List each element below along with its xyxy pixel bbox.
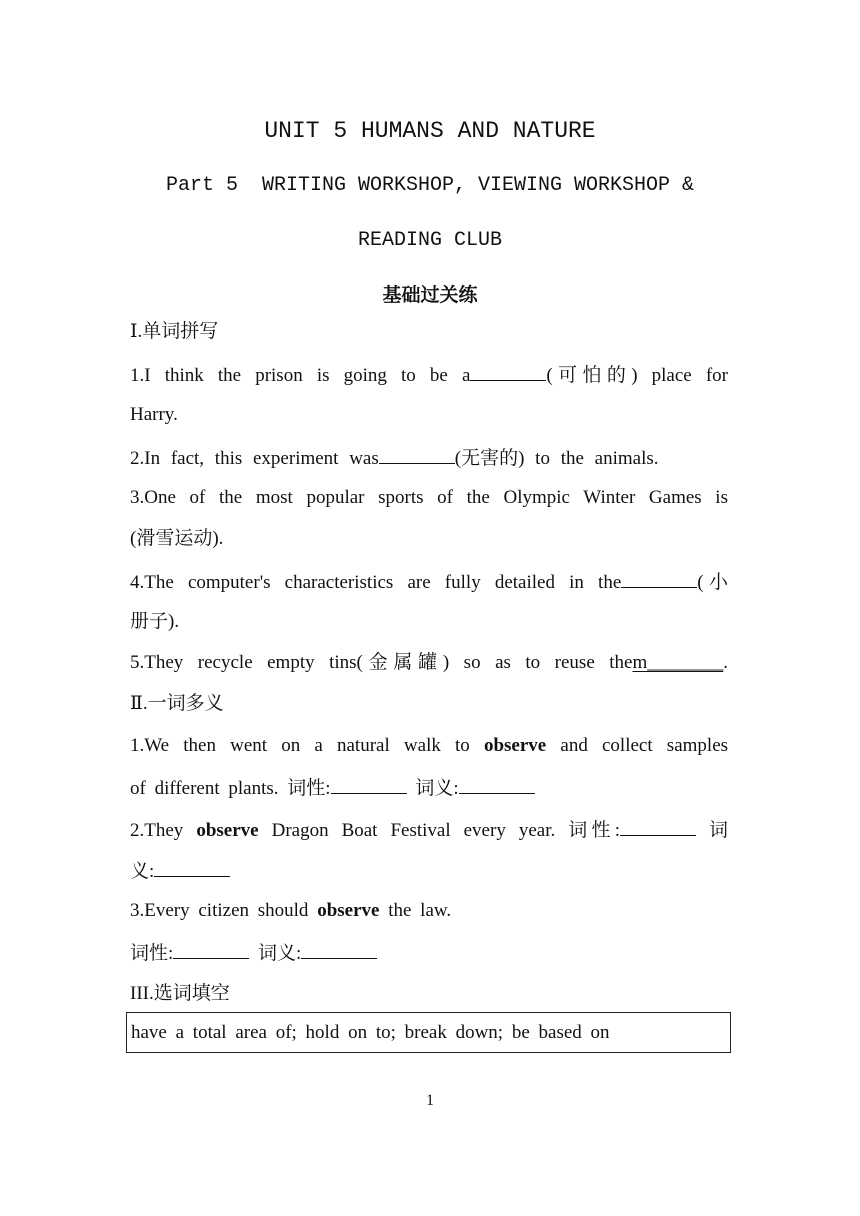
question-1-2: 2.In fact, this experiment was (无害的) to the animals. bbox=[130, 445, 659, 471]
question-1-3-cont: (滑雪运动). bbox=[130, 528, 224, 549]
unit-title: UNIT 5 HUMANS AND NATURE bbox=[264, 118, 596, 144]
part-title-line2: READING CLUB bbox=[357, 229, 503, 252]
answer-blank-m[interactable]: m________ bbox=[632, 652, 724, 673]
question-1-4-cont: 册子). bbox=[130, 611, 180, 632]
question-2-2: 2.They observe Dragon Boat Festival every year. 词性: 词 bbox=[130, 817, 728, 843]
question-1-3: 3.One of the most popular sports of the Olympic Winter Games is bbox=[130, 487, 728, 508]
answer-blank[interactable] bbox=[470, 362, 546, 381]
answer-blank[interactable] bbox=[301, 940, 377, 959]
question-2-3-cont: 词性: 词义: bbox=[130, 940, 377, 966]
answer-blank[interactable] bbox=[621, 569, 697, 588]
section2-heading: Ⅱ.一词多义 bbox=[130, 693, 224, 714]
section1-heading: Ⅰ.单词拼写 bbox=[130, 321, 219, 342]
answer-blank[interactable] bbox=[173, 940, 249, 959]
question-1-5: 5.They recycle empty tins(金属罐) so as to reuse them________. bbox=[130, 652, 728, 673]
answer-blank[interactable] bbox=[459, 775, 535, 794]
question-1-1-cont: Harry. bbox=[130, 404, 178, 425]
page-number: 1 bbox=[426, 1092, 434, 1109]
answer-blank[interactable] bbox=[154, 858, 230, 877]
word-bank-text: have a total area of; hold on to; break down; be based on bbox=[131, 1022, 610, 1043]
question-2-3: 3.Every citizen should observe the law. bbox=[130, 900, 452, 921]
section3-heading: III.选词填空 bbox=[130, 983, 230, 1004]
answer-blank[interactable] bbox=[379, 445, 455, 464]
word-bank-box bbox=[126, 1012, 731, 1053]
question-2-1-cont: of different plants. 词性: 词义: bbox=[130, 775, 535, 801]
section-title: 基础过关练 bbox=[382, 284, 478, 306]
question-1-4: 4.The computer's characteristics are fully detailed in the (小 bbox=[130, 569, 728, 595]
question-2-1: 1.We then went on a natural walk to observe and collect samples bbox=[130, 735, 729, 756]
answer-blank[interactable] bbox=[331, 775, 407, 794]
question-2-2-cont: 义: bbox=[130, 858, 230, 884]
part-title-line1: Part 5 WRITING WORKSHOP, VIEWING WORKSHOP & bbox=[165, 174, 695, 197]
answer-blank[interactable] bbox=[620, 817, 696, 836]
question-1-1: 1.I think the prison is going to be a (可怕的) place for bbox=[130, 362, 728, 388]
